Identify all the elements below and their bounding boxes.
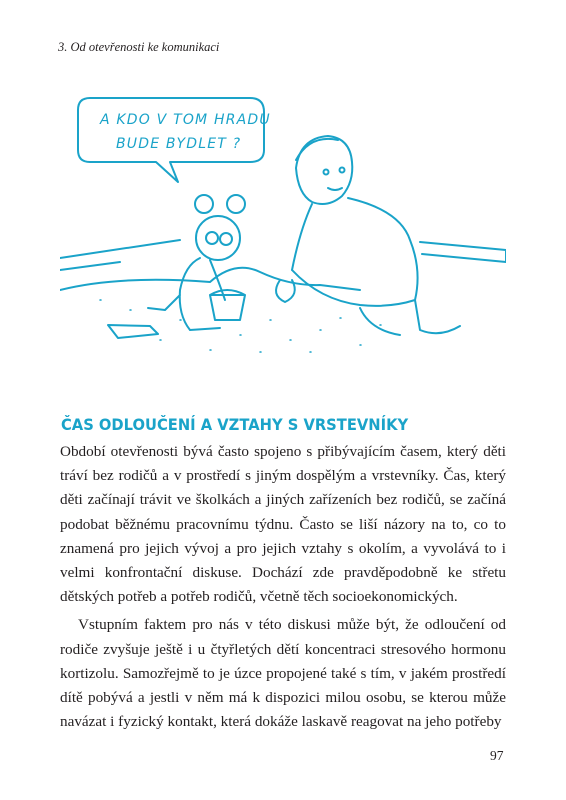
sandbox-frame	[60, 240, 506, 270]
body-text	[60, 440, 506, 734]
girl-figure	[108, 195, 245, 338]
section-heading: ČAS ODLOUČENÍ A VZTAHY S VRSTEVNÍKY	[61, 415, 409, 434]
sandbox-illustration	[60, 90, 506, 370]
dad-figure	[276, 136, 460, 335]
running-head: 3. Od otevřenosti ke komunikaci	[58, 40, 220, 54]
speech-line-1: A KDO V TOM HRADU	[100, 112, 271, 128]
paragraph-1: Období otevřenosti bývá často spojeno s přibývajícím časem, který děti tráví bez rodičů a v prostředí s jiným dospělým a vrstevníky. Čas, který děti začínají trávit ve školkách a jiných zařízeních bez rodičů, se začíná podobat běžnému pracovnímu týdnu. Často se liší názory na to, co to znamená pro jejich vývoj a pro jejich vztahy s okolím, a vyvolává to i velmi konfrontační diskuse. Dochází zde pravděpodobně ke střetu dětských potřeb a potřeb rodičů, včetně těch socioekonomických.	[60, 443, 506, 606]
page-number: 97	[490, 748, 504, 763]
sand-mound	[60, 268, 360, 290]
paragraph-2: Vstupním faktem pro nás v této diskusi může být, že odloučení od rodiče zvyšuje ještě i u čtyřletých dětí koncentraci stresového hormonu kortizolu. Samozřejmě to je úzce propojené také s tím, v jakém prostředí dítě pobývá a jestli v něm má k dispozici milou osobu, se kterou může navázat i fyzický kontakt, která dokáže laskavě reagovat na jeho potřeby	[60, 616, 506, 731]
speech-line-2: BUDE BYDLET ?	[116, 136, 242, 152]
bucket	[210, 290, 245, 320]
